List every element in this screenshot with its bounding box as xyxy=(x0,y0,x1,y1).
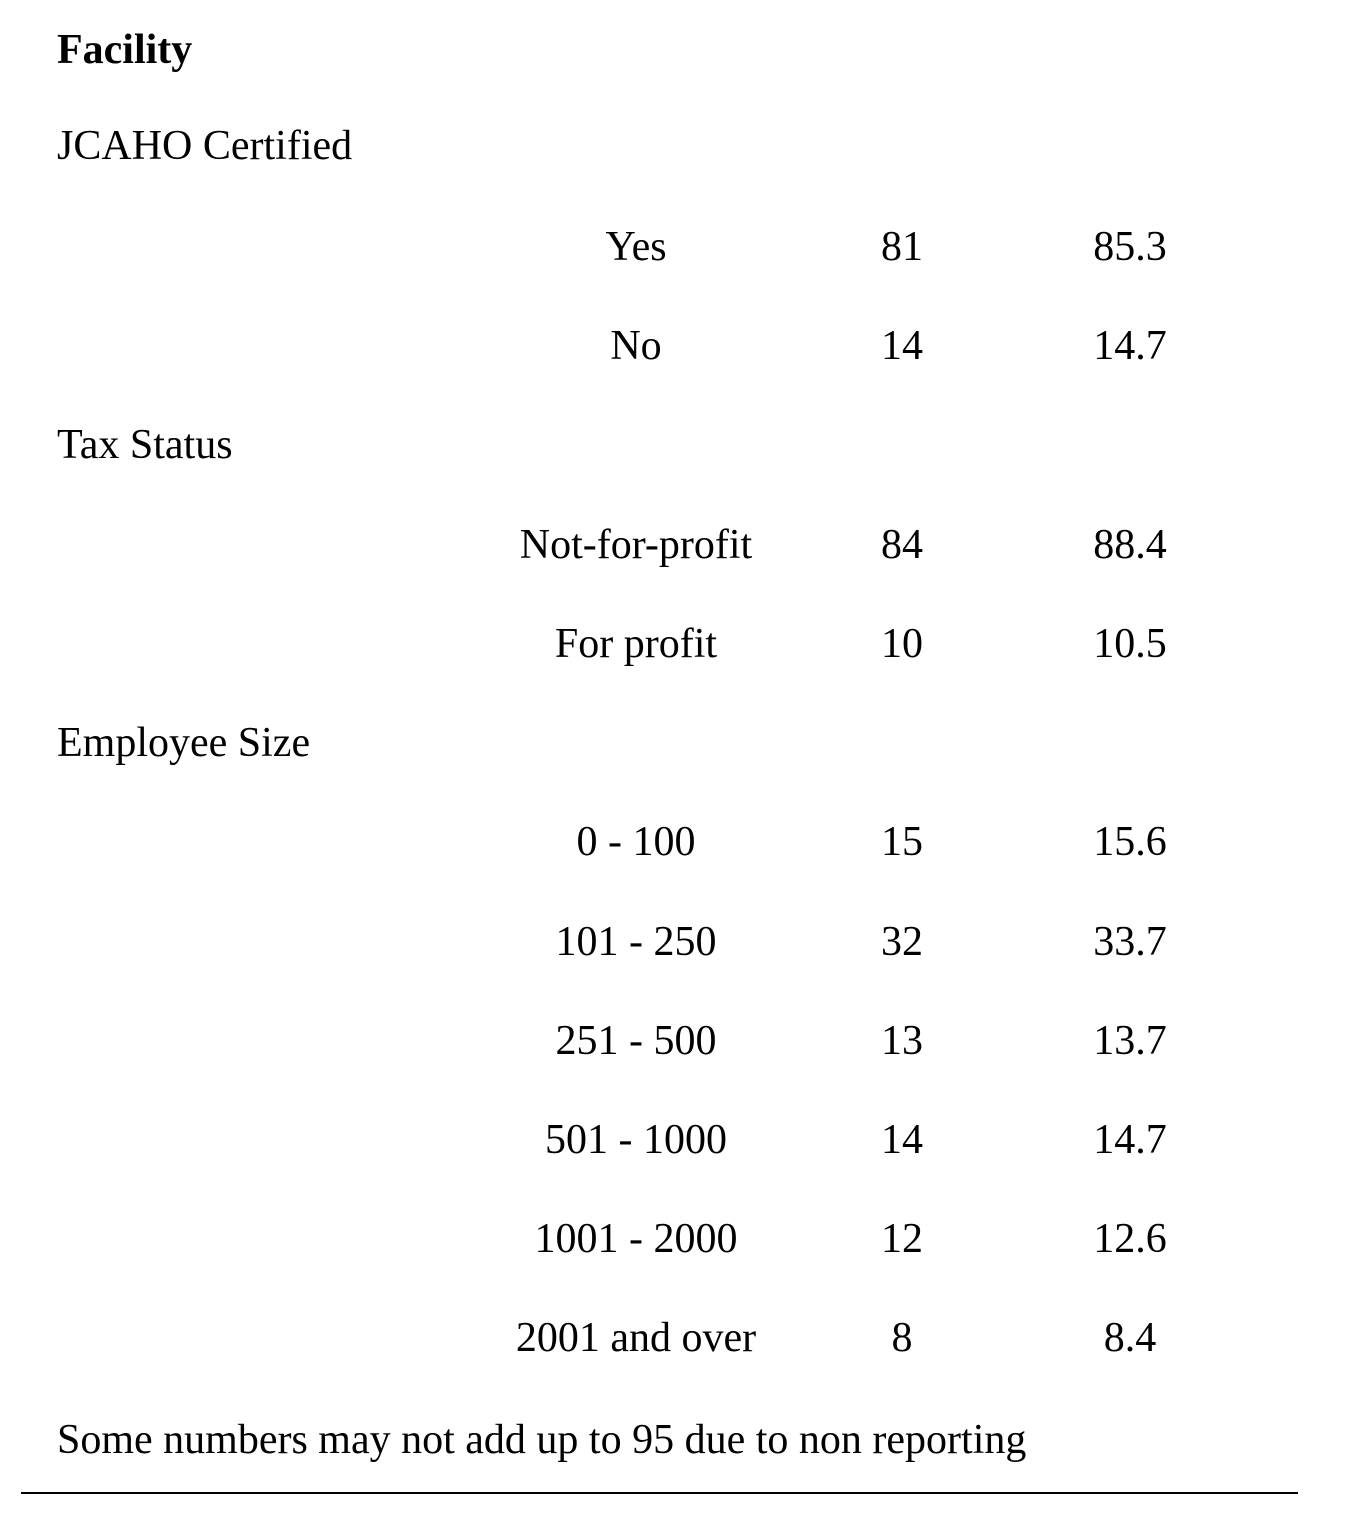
row-percent: 8.4 xyxy=(1103,1315,1157,1361)
row-category: 0 - 100 xyxy=(576,819,696,865)
section-label-employee-size: Employee Size xyxy=(57,720,311,766)
row-count: 14 xyxy=(881,1117,923,1163)
section-label-jcaho-certified: JCAHO Certified xyxy=(57,123,353,169)
row-category: 2001 and over xyxy=(515,1315,757,1361)
row-percent: 85.3 xyxy=(1093,224,1167,270)
row-count: 14 xyxy=(881,323,923,369)
row-count: 12 xyxy=(881,1216,923,1262)
table-footnote: Some numbers may not add up to 95 due to non reporting xyxy=(57,1417,1027,1463)
row-count: 15 xyxy=(881,819,923,865)
row-percent: 15.6 xyxy=(1093,819,1167,865)
row-percent: 10.5 xyxy=(1093,621,1167,667)
row-category: 251 - 500 xyxy=(555,1018,717,1064)
row-percent: 88.4 xyxy=(1093,522,1167,568)
row-category: 1001 - 2000 xyxy=(534,1216,738,1262)
section-label-tax-status: Tax Status xyxy=(57,422,233,468)
row-count: 32 xyxy=(881,919,923,965)
row-percent: 12.6 xyxy=(1093,1216,1167,1262)
row-count: 84 xyxy=(881,522,923,568)
row-category: 101 - 250 xyxy=(555,919,717,965)
row-category: For profit xyxy=(554,621,718,667)
row-category: 501 - 1000 xyxy=(545,1117,727,1163)
row-category: Not-for-profit xyxy=(519,522,753,568)
table-bottom-rule xyxy=(21,1492,1298,1494)
row-category: No xyxy=(610,323,662,369)
row-category: Yes xyxy=(605,224,667,270)
row-percent: 14.7 xyxy=(1093,1117,1167,1163)
row-percent: 13.7 xyxy=(1093,1018,1167,1064)
row-percent: 14.7 xyxy=(1093,323,1167,369)
row-count: 13 xyxy=(881,1018,923,1064)
row-count: 8 xyxy=(891,1315,913,1361)
row-percent: 33.7 xyxy=(1093,919,1167,965)
table-title: Facility xyxy=(57,27,193,73)
row-count: 10 xyxy=(881,621,923,667)
row-count: 81 xyxy=(881,224,923,270)
